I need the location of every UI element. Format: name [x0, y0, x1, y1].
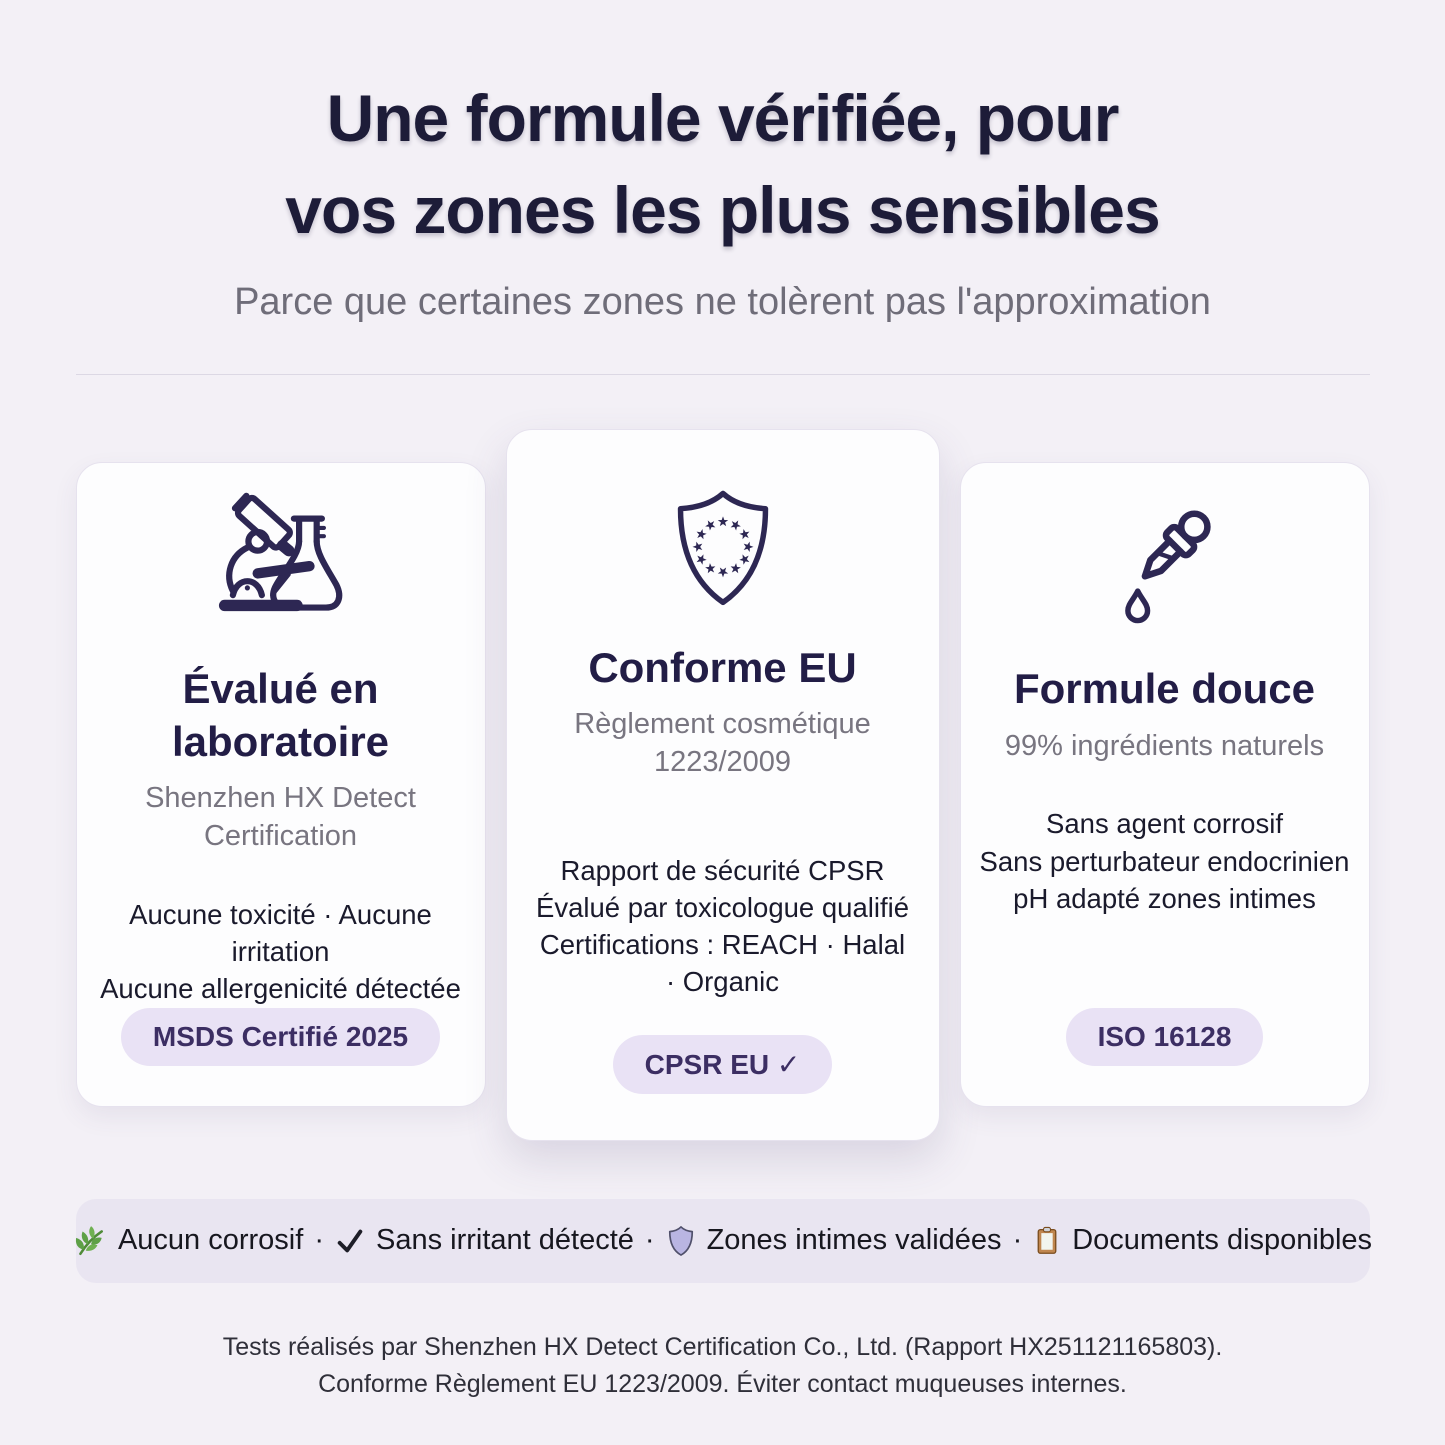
microscope-flask-icon: [206, 481, 356, 631]
card-lab-body-line: Aucune allergenicité détectée: [100, 972, 461, 1004]
shield-icon: [666, 1225, 696, 1257]
card-formula-body-line: pH adapté zones intimes: [1013, 882, 1316, 914]
card-eu-subtitle: Règlement cosmétique 1223/2009: [574, 708, 871, 778]
card-lab-body-line: irritation: [231, 935, 330, 967]
divider: [76, 374, 1370, 375]
card-formula-body-line: Sans agent corrosif: [1046, 808, 1283, 840]
check-icon: [335, 1226, 365, 1256]
card-eu-body-line: Rapport de sécurité CPSR: [560, 854, 885, 886]
footer-line1: Tests réalisés par Shenzhen HX Detect Certification Co., Ltd. (Rapport HX251121165803).: [222, 1332, 1223, 1361]
card-lab-body: [100, 896, 461, 1007]
card-lab: [76, 462, 486, 1107]
benefit-label-zones: Zones intimes validées: [706, 1224, 1002, 1257]
card-eu-body-line: · Organic: [665, 966, 780, 998]
card-formula-body-line: Sans perturbateur endocrinien: [979, 845, 1350, 877]
card-formula: [960, 462, 1370, 1107]
page-title-line2: vos zones les plus sensibles: [285, 173, 1160, 248]
header: [234, 72, 1211, 324]
card-eu-badge: CPSR EU ✓: [613, 1035, 833, 1094]
page-title: [234, 72, 1211, 257]
cards-row: [76, 429, 1370, 1141]
card-lab-title: Évalué en laboratoire: [171, 665, 390, 765]
card-lab-subtitle: Shenzhen HX Detect Certification: [145, 782, 416, 852]
benefit-label-corrosive: Aucun corrosif: [117, 1224, 304, 1257]
card-eu-body-line: Certifications : REACH · Halal: [539, 928, 906, 960]
footer: [223, 1329, 1223, 1404]
clipboard-icon: [1033, 1225, 1061, 1257]
benefit-separator: ·: [644, 1224, 655, 1257]
footer-line2: Conforme Règlement EU 1223/2009. Éviter contact muqueuses internes.: [318, 1370, 1127, 1399]
herb-icon: [73, 1224, 107, 1258]
page-subtitle: Parce que certaines zones ne tolèrent pas l'approximation: [234, 280, 1211, 323]
card-eu-body-line: Évalué par toxicologue qualifié: [535, 891, 910, 923]
benefit-separator: ·: [1012, 1224, 1023, 1257]
page-title-line1: Une formule vérifiée, pour: [326, 81, 1119, 155]
card-formula-title: Formule douce: [1013, 665, 1316, 713]
card-formula-badge: ISO 16128: [1066, 1008, 1264, 1066]
card-formula-body: [980, 805, 1350, 916]
dropper-icon: [1105, 481, 1225, 631]
card-lab-badge: MSDS Certifié 2025: [121, 1008, 440, 1066]
benefit-label-irritant: Sans irritant détecté: [375, 1224, 634, 1257]
card-lab-body-line: Aucune toxicité · Aucune: [129, 898, 432, 930]
card-eu-body: [536, 852, 909, 1001]
eu-shield-icon: [667, 482, 779, 610]
benefit-label-documents: Documents disponibles: [1072, 1224, 1373, 1257]
card-eu: [506, 429, 940, 1141]
card-eu-title: Conforme EU: [588, 643, 857, 691]
benefits-bar: [76, 1199, 1373, 1283]
benefit-separator: ·: [314, 1224, 324, 1257]
card-formula-subtitle: 99% ingrédients naturels: [1004, 729, 1325, 762]
